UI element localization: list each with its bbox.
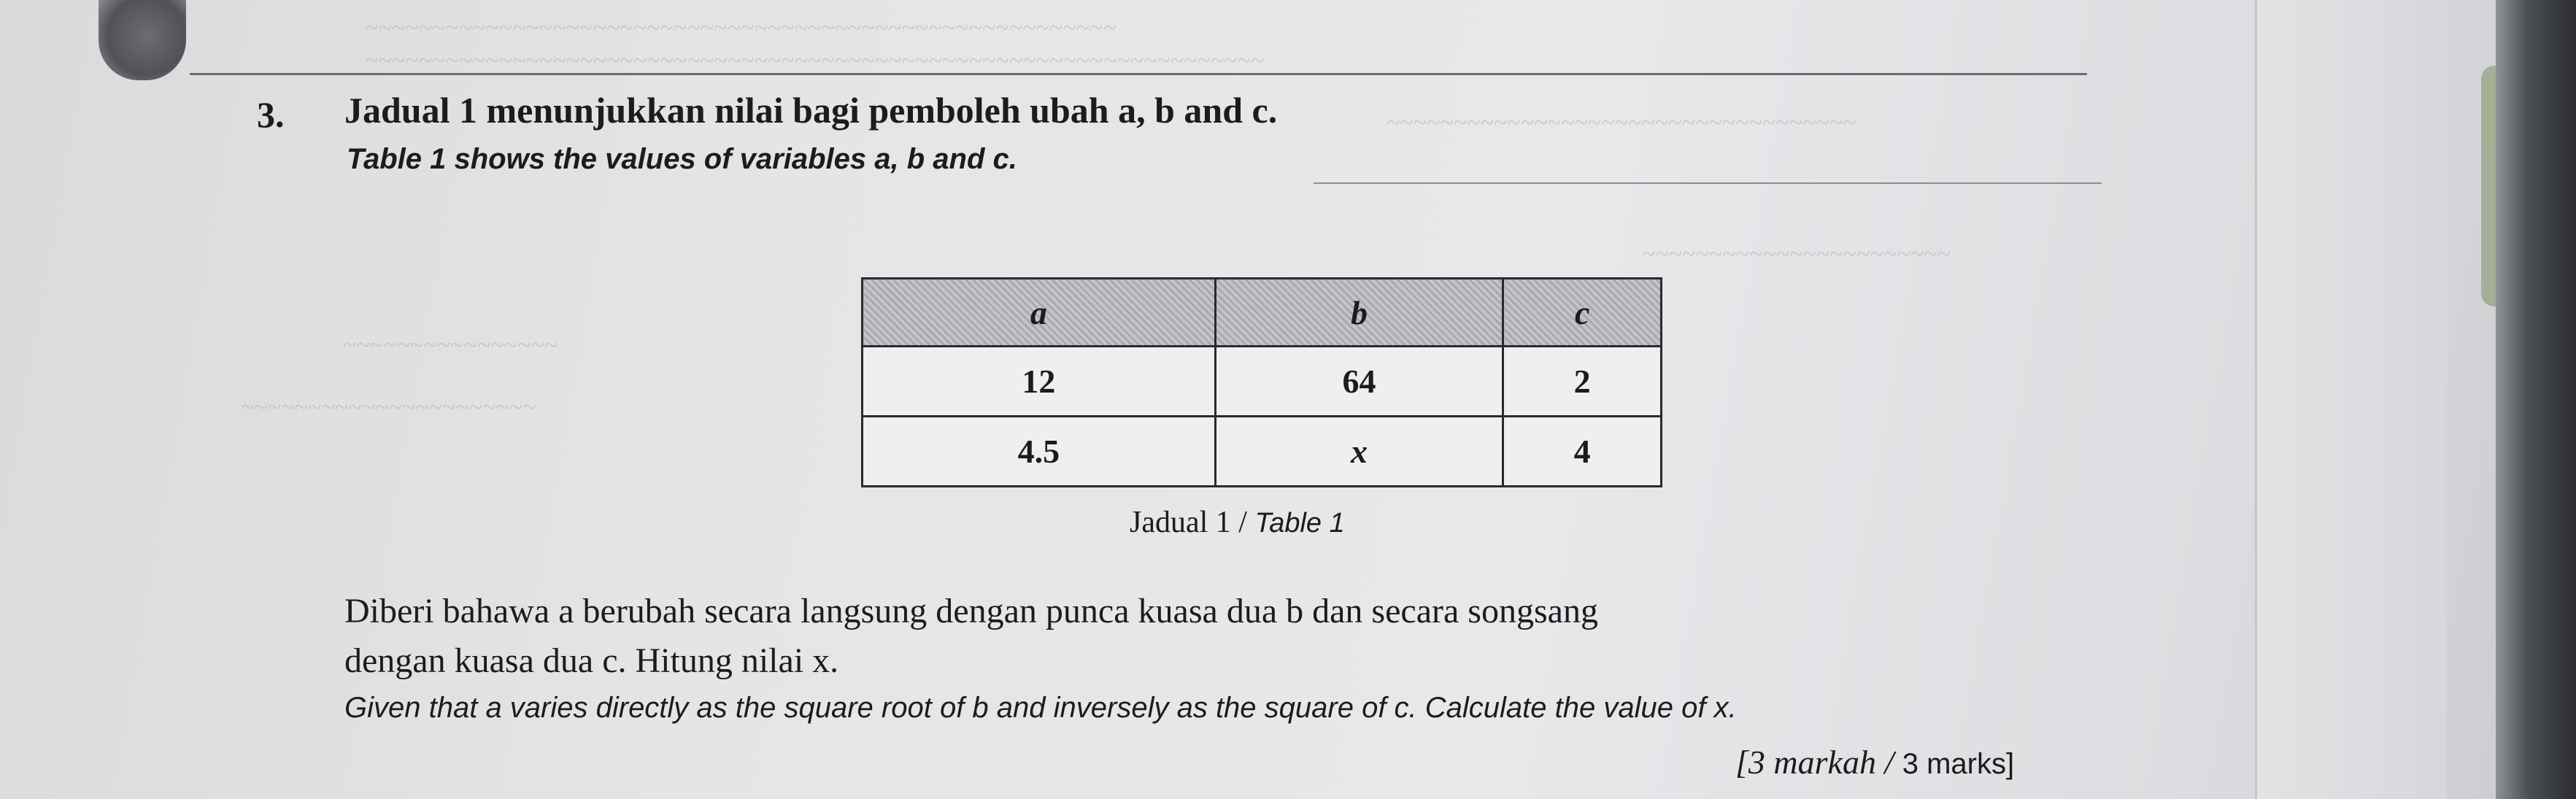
- desk-edge: [2496, 0, 2576, 799]
- cell-a: 4.5: [863, 417, 1216, 487]
- question-number: 3.: [257, 94, 285, 135]
- instruction-english: Given that a varies directly as the square root of b and inversely as the square of c. Calculate the value of x.: [344, 692, 1737, 724]
- table-caption: [1130, 505, 1345, 540]
- binder-hole: [99, 0, 186, 80]
- instruction-malay-line-1: Diberi bahawa a berubah secara langsung dengan punca kuasa dua b dan secara songsang: [344, 592, 1598, 630]
- marks-malay: [3 markah /: [1735, 744, 1902, 781]
- question-text-english: Table 1 shows the values of variables a, b and c.: [347, 143, 1017, 175]
- caption-english: Table 1: [1254, 508, 1345, 539]
- bleed-through-text: ~~~~~~~~~~~~~~~~: [343, 332, 558, 359]
- marks-english: 3 marks]: [1902, 748, 2015, 780]
- header-b: b: [1215, 279, 1503, 347]
- bleed-through-text: ~~~~~~~~~~~~~~~~~~~~~~: [241, 394, 536, 421]
- cell-a: 12: [863, 347, 1216, 417]
- instruction-malay-line-2: dengan kuasa dua c. Hitung nilai x.: [344, 641, 839, 680]
- marks-label: [1735, 743, 2014, 781]
- page-edge: [2255, 0, 2447, 799]
- caption-malay: Jadual 1 /: [1130, 506, 1255, 539]
- question-text-malay: Jadual 1 menunjukkan nilai bagi pemboleh ubah a, b and c.: [344, 90, 1278, 131]
- header-c: c: [1503, 279, 1662, 347]
- bleed-through-text: ~~~~~~~~~~~~~~~~~~~~~~~~~~~~~~~~~~~~~~~~~~~~~~~~~~~~~~~~: [365, 15, 1117, 42]
- header-a: a: [863, 279, 1216, 347]
- cell-b: x: [1215, 417, 1503, 487]
- cell-b: 64: [1215, 347, 1503, 417]
- table-row: [863, 417, 1662, 487]
- rule-line: [1314, 182, 2102, 184]
- table-row: [863, 347, 1662, 417]
- bleed-through-text: ~~~~~~~~~~~~~~~~~~~~~~~: [1642, 241, 1951, 268]
- bleed-through-text: ~~~~~~~~~~~~~~~~~~~~~~~~~~~~~~~~~~~: [1387, 109, 1856, 136]
- table-header-row: [863, 279, 1662, 347]
- cell-c: 4: [1503, 417, 1662, 487]
- variables-table: [861, 277, 1662, 487]
- bleed-through-text: ~~~~~~~~~~~~~~~~~~~~~~~~~~~~~~~~~~~~~~~~~~~~~~~~~~~~~~~~~~~~~~~~~~~: [365, 47, 1265, 74]
- cell-c: 2: [1503, 347, 1662, 417]
